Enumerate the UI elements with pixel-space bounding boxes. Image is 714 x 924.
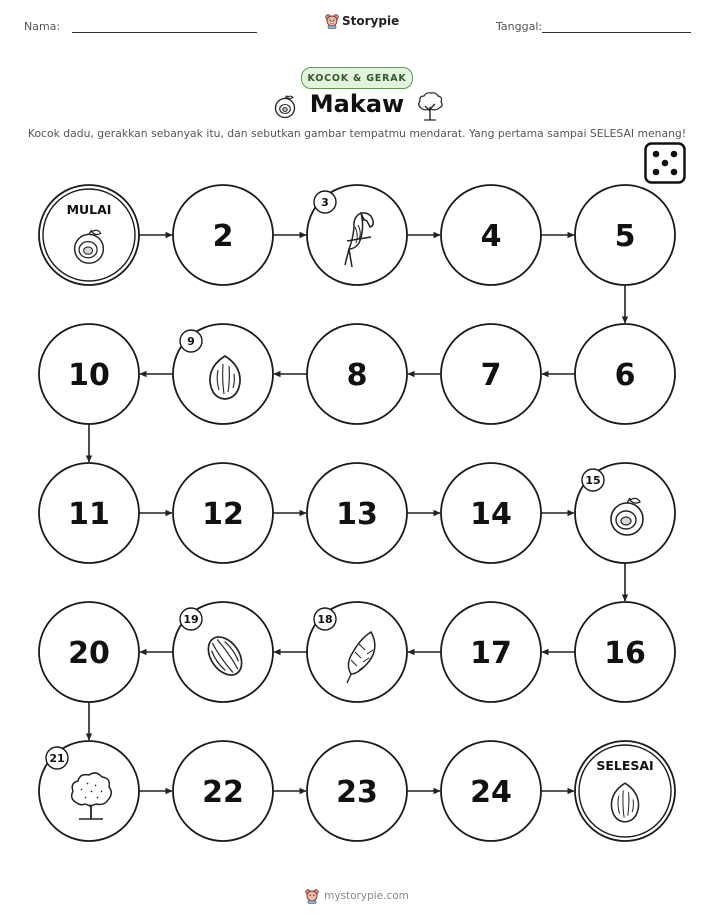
activity-badge: KOCOK & GERAK (301, 67, 413, 89)
space-number: 22 (202, 775, 244, 810)
space-number: 9 (187, 335, 195, 348)
finish-label: SELESAI (596, 758, 654, 773)
board-space-9[interactable] (173, 324, 273, 424)
space-number: 15 (585, 474, 601, 487)
board-space-19[interactable] (173, 602, 273, 702)
space-number: 16 (604, 636, 646, 671)
space-number: 19 (183, 613, 199, 626)
start-label: MULAI (66, 202, 112, 217)
footer (0, 888, 714, 904)
space-number: 20 (68, 636, 110, 671)
board-space-4[interactable] (441, 185, 541, 285)
space-number: 2 (212, 219, 234, 254)
board-space-16[interactable] (575, 602, 675, 702)
board-space-18[interactable] (307, 602, 407, 702)
space-number: 6 (614, 358, 636, 393)
board-space-17[interactable] (441, 602, 541, 702)
space-number: 10 (68, 358, 110, 393)
board-space-8[interactable] (307, 324, 407, 424)
board-space-23[interactable] (307, 741, 407, 841)
board-space-15[interactable] (575, 463, 675, 563)
board-space-14[interactable] (441, 463, 541, 563)
date-label: Tanggal: (496, 20, 543, 33)
board-space-5[interactable] (575, 185, 675, 285)
board-space-25[interactable] (575, 741, 675, 841)
board-space-2[interactable] (173, 185, 273, 285)
name-label: Nama: (24, 20, 61, 33)
board-space-1[interactable] (39, 185, 139, 285)
space-number: 12 (202, 497, 244, 532)
space-number: 14 (470, 497, 512, 532)
space-number: 11 (68, 497, 110, 532)
board-space-22[interactable] (173, 741, 273, 841)
space-number: 7 (480, 358, 502, 393)
space-number: 23 (336, 775, 378, 810)
space-number: 13 (336, 497, 378, 532)
board-space-20[interactable] (39, 602, 139, 702)
space-number: 4 (480, 219, 502, 254)
board-space-6[interactable] (575, 324, 675, 424)
instructions-text: Kocok dadu, gerakkan sebanyak itu, dan sebutkan gambar tempatmu mendarat. Yang pertama sampai SELESAI menang! (27, 127, 687, 140)
space-number: 5 (614, 219, 636, 254)
board-space-7[interactable] (441, 324, 541, 424)
page-title: Makaw (309, 90, 405, 118)
bear-icon (305, 888, 319, 904)
board-space-13[interactable] (307, 463, 407, 563)
board-space-21[interactable] (39, 741, 139, 841)
board-space-24[interactable] (441, 741, 541, 841)
space-number: 3 (321, 196, 329, 209)
space-number: 18 (317, 613, 333, 626)
space-number: 17 (470, 636, 512, 671)
board-space-10[interactable] (39, 324, 139, 424)
board-space-12[interactable] (173, 463, 273, 563)
board-space-11[interactable] (39, 463, 139, 563)
space-number: 21 (49, 752, 65, 765)
space-number: 8 (346, 358, 368, 393)
space-number: 24 (470, 775, 512, 810)
board-space-3[interactable] (307, 185, 407, 285)
brand-name: Storypie (342, 14, 400, 28)
footer-url: mystorypie.com (324, 890, 409, 902)
